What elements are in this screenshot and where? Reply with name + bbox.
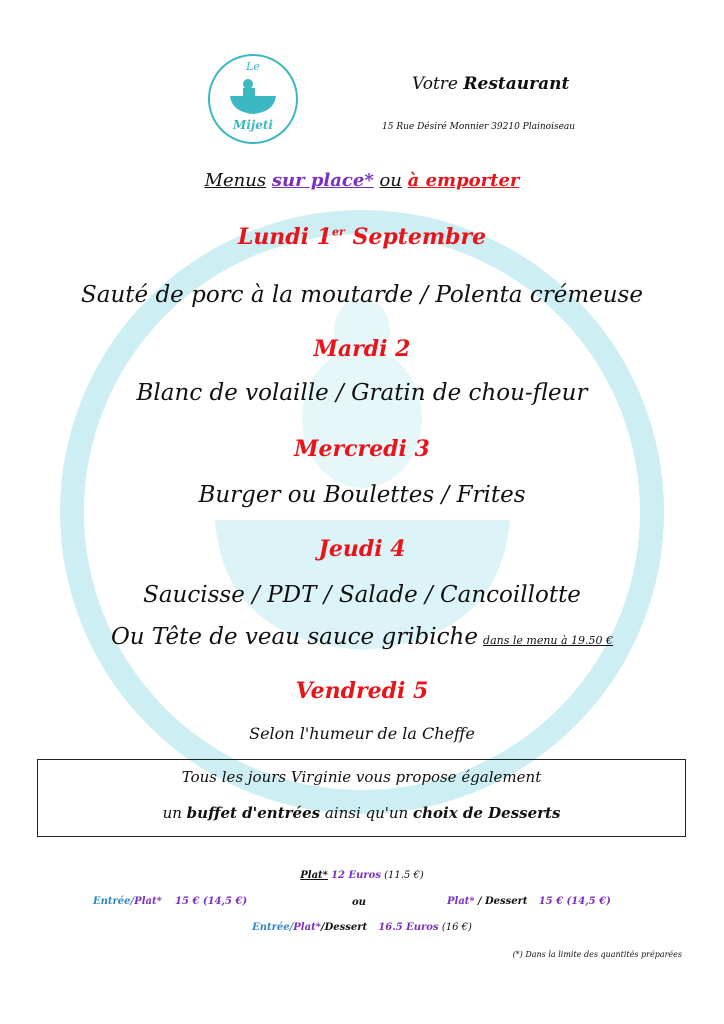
box-line2 xyxy=(38,804,685,822)
footnote: (*) Dans la limite des quantités préparées xyxy=(512,950,682,959)
title-name: Restaurant xyxy=(463,74,570,94)
price-entree-plat xyxy=(93,896,247,907)
header-or: ou xyxy=(379,170,402,191)
price-pd-price: 15 € (14,5 €) xyxy=(538,896,611,907)
day-monday-b: Septembre xyxy=(344,224,487,250)
price-plat-dessert xyxy=(447,896,611,907)
price-entree-plat-dessert xyxy=(0,922,724,933)
price-ep-entree: Entrée/ xyxy=(93,896,135,907)
restaurant-logo xyxy=(206,52,300,146)
day-tuesday: Mardi 2 xyxy=(313,336,411,362)
price-epd-plat: Plat* xyxy=(293,922,321,933)
price-epd-price: 16.5 Euros xyxy=(378,922,439,933)
dish-thursday-alt-line xyxy=(0,624,724,650)
day-thursday: Jeudi 4 xyxy=(318,536,406,562)
price-pd-dessert: / Dessert xyxy=(477,896,528,907)
day-monday-a: Lundi 1 xyxy=(237,224,333,250)
price-plat xyxy=(0,870,724,881)
logo-name: Mijeti xyxy=(233,118,273,132)
day-friday: Vendredi 5 xyxy=(295,678,429,704)
box-l2-buffet: buffet d'entrées xyxy=(186,804,321,822)
box-l2-desserts: choix de Desserts xyxy=(413,804,561,822)
logo-prefix: Le xyxy=(246,60,260,73)
price-ep-plat: Plat* xyxy=(134,896,162,907)
title-prefix: Votre xyxy=(412,74,458,94)
dish-monday: Sauté de porc à la moutarde / Polenta crémeuse xyxy=(81,282,643,308)
price-epd-dessert: /Dessert xyxy=(320,922,368,933)
header-onsite: sur place* xyxy=(271,170,374,191)
price-plat-alt: (11.5 €) xyxy=(384,870,424,881)
restaurant-address: 15 Rue Désiré Monnier 39210 Plainoiseau xyxy=(382,122,576,132)
header-menus: Menus xyxy=(204,170,267,191)
price-epd-alt: (16 €) xyxy=(441,922,472,933)
dish-thursday: Saucisse / PDT / Salade / Cancoillotte xyxy=(143,582,581,608)
header-takeaway: à emporter xyxy=(407,170,520,191)
dish-friday: Selon l'humeur de la Cheffe xyxy=(249,724,475,743)
box-l2-c: ainsi qu'un xyxy=(324,804,409,822)
menu-header xyxy=(0,170,724,191)
daily-offer-box xyxy=(37,759,686,837)
day-monday-sup: er xyxy=(332,225,345,239)
price-plat-price: 12 Euros xyxy=(331,870,381,881)
box-l2-a: un xyxy=(162,804,182,822)
day-monday xyxy=(0,224,724,250)
dish-tuesday: Blanc de volaille / Gratin de chou-fleur xyxy=(136,380,588,406)
price-pd-plat: Plat* xyxy=(447,896,475,907)
restaurant-title xyxy=(412,74,569,94)
dish-thursday-note: dans le menu à 19.50 € xyxy=(483,634,614,647)
dish-wednesday: Burger ou Boulettes / Frites xyxy=(198,482,526,508)
box-line1: Tous les jours Virginie vous propose également xyxy=(181,768,542,786)
price-plat-label: Plat* xyxy=(300,870,328,881)
price-or: ou xyxy=(352,897,366,908)
price-epd-entree: Entrée/ xyxy=(252,922,294,933)
dish-thursday-alt: Ou Tête de veau sauce gribiche xyxy=(110,624,478,650)
price-ep-price: 15 € (14,5 €) xyxy=(175,896,248,907)
day-wednesday: Mercredi 3 xyxy=(294,436,430,462)
